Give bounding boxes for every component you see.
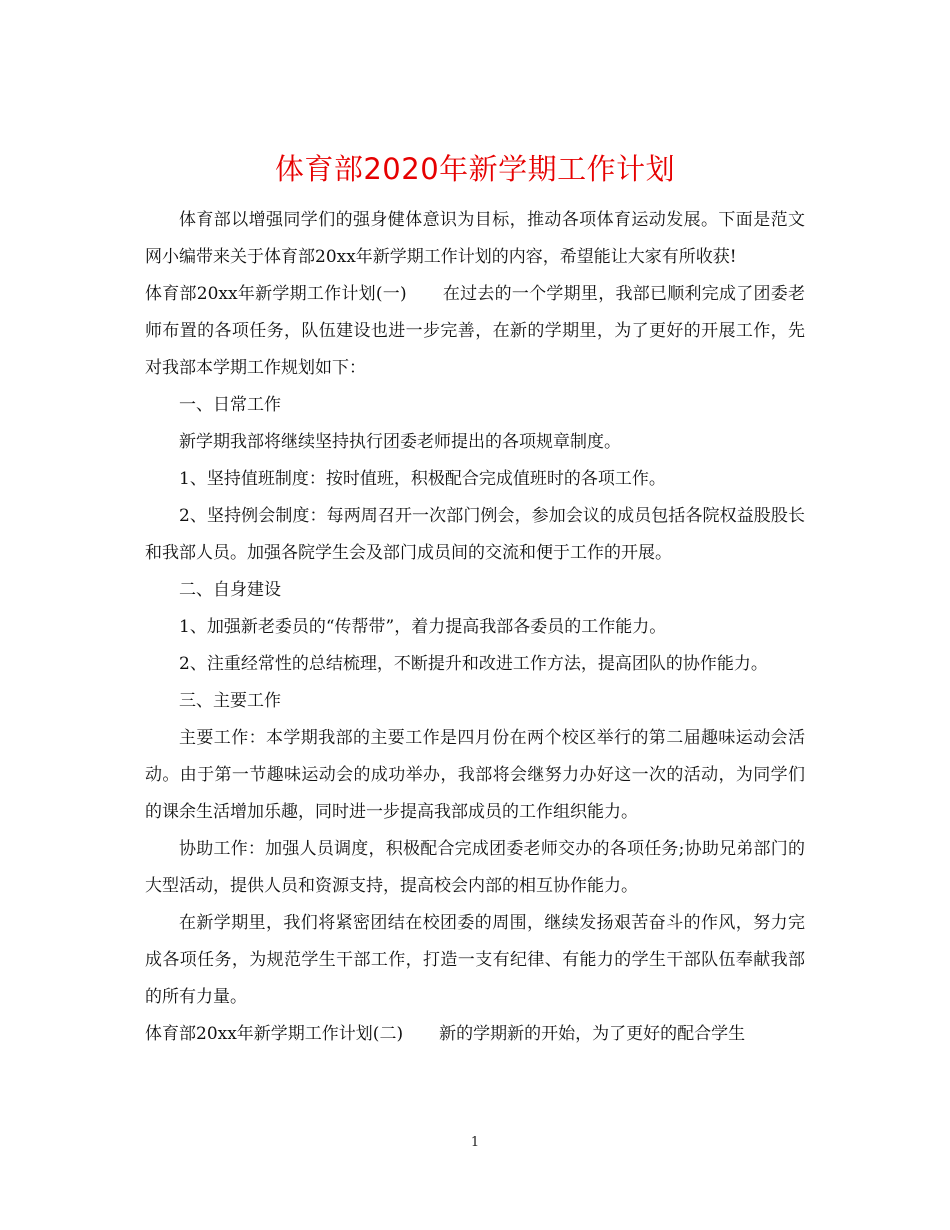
section-3-paragraph-1: 主要工作：本学期我部的主要工作是四月份在两个校区举行的第二届趣味运动会活动。由于第一节趣味运动会的成功举办，我部将会继努力办好这一次的活动，为同学们的课余生活增加乐趣，同时进一步提高我部成员的工作组织能力。: [145, 728, 805, 822]
plan-2-heading: 体育部20xx年新学期工作计划(二): [145, 1024, 404, 1044]
section-1-paragraph-3: 2、坚持例会制度：每两周召开一次部门例会，参加会议的成员包括各院权益股股长和我部人员。加强各院学生会及部门成员间的交流和便于工作的开展。: [145, 506, 805, 563]
section-1-paragraph-1: 新学期我部将继续坚持执行团委老师提出的各项规章制度。: [179, 432, 621, 452]
document-body: [145, 202, 805, 1053]
intro-paragraph: 体育部以增强同学们的强身健体意识为目标，推动各项体育运动发展。下面是范文网小编带来关于体育部20xx年新学期工作计划的内容，希望能让大家有所收获!: [145, 210, 805, 267]
section-2-heading: 二、自身建设: [179, 580, 281, 600]
section-3-paragraph-2: 协助工作：加强人员调度，积极配合完成团委老师交办的各项任务;协助兄弟部门的大型活动，提供人员和资源支持，提高校会内部的相互协作能力。: [145, 839, 805, 896]
plan-2-lead: 新的学期新的开始，为了更好的配合学生: [439, 1024, 746, 1044]
plan-2-paragraph: [145, 1016, 805, 1053]
document-title: 体育部2020年新学期工作计划: [274, 152, 676, 187]
section-2-paragraph-1: 1、加强新老委员的“传帮带”，着力提高我部各委员的工作能力。: [179, 617, 667, 637]
section-2-paragraph-2: 2、注重经常性的总结梳理，不断提升和改进工作方法，提高团队的协作能力。: [179, 654, 768, 674]
plan-1-heading: 体育部20xx年新学期工作计划(一): [145, 284, 407, 304]
section-1-heading: 一、日常工作: [179, 395, 281, 415]
section-3-heading: 三、主要工作: [179, 691, 281, 711]
closing-paragraph: 在新学期里，我们将紧密团结在校团委的周围，继续发扬艰苦奋斗的作风，努力完成各项任务，为规范学生干部工作，打造一支有纪律、有能力的学生干部队伍奉献我部的所有力量。: [145, 913, 805, 1007]
plan-1-lead: 在过去的一个学期里，我部已顺利完成了团委老师布置的各项任务，队伍建设也进一步完善，在新的学期里，为了更好的开展工作，先对我部本学期工作规划如下：: [145, 284, 805, 378]
section-1-paragraph-2: 1、坚持值班制度：按时值班，积极配合完成值班时的各项工作。: [179, 469, 666, 489]
plan-1-paragraph: [145, 276, 805, 387]
page-number: 1: [470, 1135, 480, 1150]
